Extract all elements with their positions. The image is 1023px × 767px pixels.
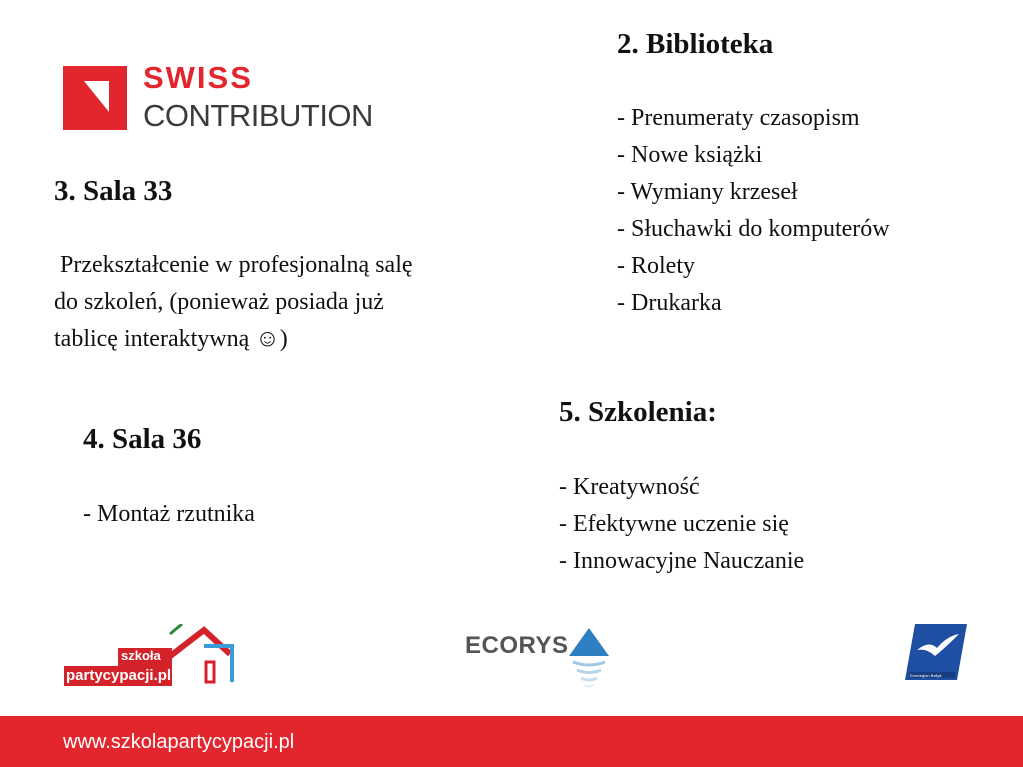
list-item: - Rolety bbox=[617, 253, 695, 280]
footer-bar bbox=[0, 716, 1023, 767]
euroregion-text: Euroregion Bałtyk bbox=[910, 673, 942, 678]
section-biblioteka bbox=[617, 28, 890, 322]
list-item: - Nowe książki bbox=[617, 142, 763, 169]
szkola-partycypacji-logo bbox=[64, 624, 234, 690]
text-line: Przekształcenie w profesjonalną salę bbox=[54, 252, 413, 279]
list-item: - Innowacyjne Nauczanie bbox=[559, 548, 805, 575]
euroregion-logo bbox=[905, 622, 967, 684]
section-sala-36 bbox=[83, 423, 255, 533]
logo-swiss-text: SWISS bbox=[143, 60, 253, 95]
partycypacji-text: partycypacji.pl bbox=[66, 667, 172, 684]
list-item: - Efektywne uczenie się bbox=[559, 511, 789, 538]
section-sala-33 bbox=[54, 175, 413, 358]
triangle-wave-icon bbox=[569, 628, 609, 690]
logo-contribution-text: CONTRIBUTION bbox=[143, 98, 373, 133]
ecorys-logo bbox=[465, 628, 610, 688]
list-item: - Słuchawki do komputerów bbox=[617, 216, 890, 243]
sala-36-list bbox=[83, 496, 255, 533]
sala-33-description bbox=[54, 247, 413, 358]
section-title: 2. Biblioteka bbox=[617, 28, 774, 60]
list-item: - Drukarka bbox=[617, 290, 722, 317]
szkolenia-list bbox=[559, 469, 804, 580]
section-szkolenia bbox=[559, 396, 804, 580]
footer-url: www.szkolapartycypacji.pl bbox=[63, 731, 295, 753]
swiss-logo-square bbox=[63, 66, 127, 130]
section-title: 5. Szkolenia: bbox=[559, 396, 717, 428]
list-item: - Montaż rzutnika bbox=[83, 501, 255, 528]
section-title: 4. Sala 36 bbox=[83, 423, 202, 455]
section-title: 3. Sala 33 bbox=[54, 175, 173, 207]
list-item: - Wymiany krzeseł bbox=[617, 179, 798, 206]
list-item: - Prenumeraty czasopism bbox=[617, 105, 860, 132]
text-line: do szkoleń, (ponieważ posiada już bbox=[54, 289, 384, 316]
list-item: - Kreatywność bbox=[559, 474, 700, 501]
text-line: tablicę interaktywną ☺) bbox=[54, 326, 288, 353]
ecorys-text: ECORYS bbox=[465, 632, 569, 659]
arrow-icon bbox=[63, 66, 127, 130]
biblioteka-list bbox=[617, 100, 890, 322]
szkola-text: szkoła bbox=[121, 648, 161, 663]
